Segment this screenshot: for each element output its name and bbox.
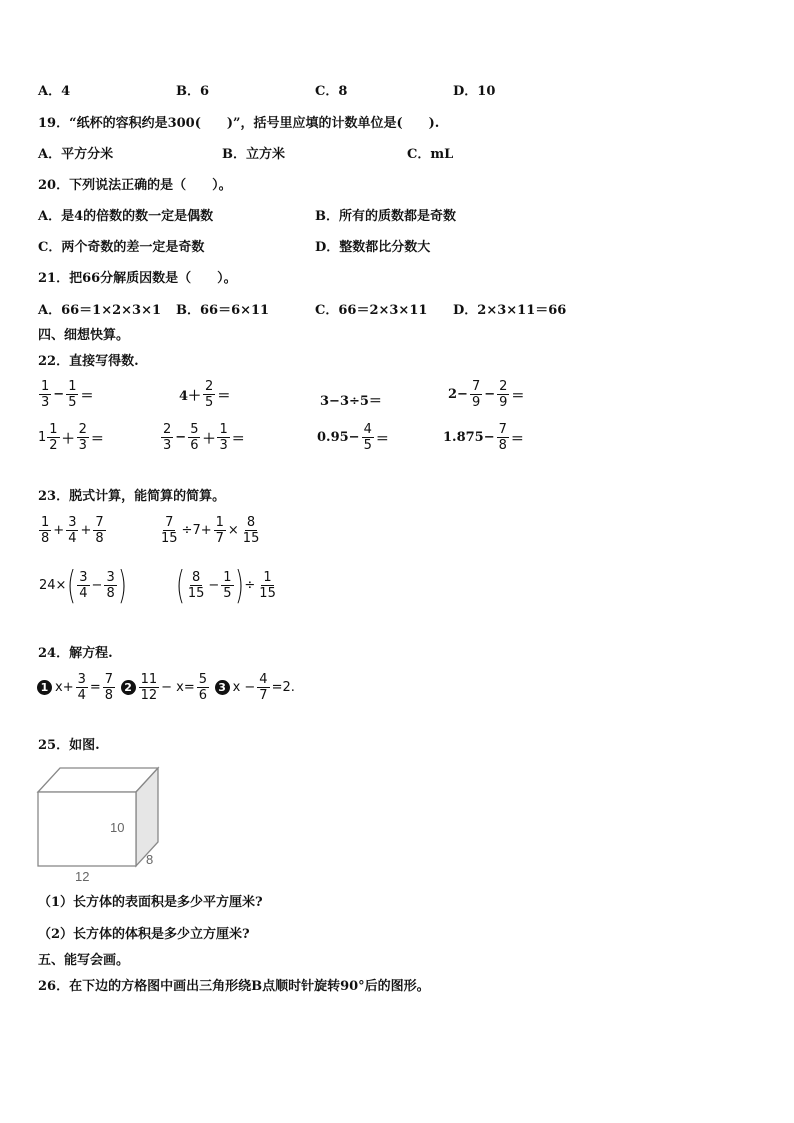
q18-option-b: B．6 — [176, 84, 210, 99]
q24-stem: 24．解方程. — [38, 646, 113, 661]
q23-e2: $\frac{7}{15}$ ÷7+ $\frac{1}{7}$ × $\frac{8}{15}$ — [161, 515, 260, 546]
fraction: $\frac{8}{15}$ — [242, 515, 260, 546]
circled-number-1: 1 — [37, 680, 52, 695]
q23-e4: ( $\frac{8}{15}$ − $\frac{1}{5}$ )÷ $\frac{1}{15}$ — [175, 563, 276, 607]
q23-e1: $\frac{1}{8}$ + $\frac{3}{4}$ + $\frac{7}{8}$ — [41, 515, 104, 546]
height-label: 10 — [110, 820, 125, 835]
q21-option-d: D．2×3×11＝66 — [453, 303, 567, 318]
fraction: $\frac{2}{5}$ — [205, 379, 214, 410]
q20-option-c: C．两个奇数的差一定是奇数 — [38, 240, 205, 255]
q25-stem: 25．如图. — [38, 738, 100, 753]
q21-stem: 21．把66分解质因数是（ ）。 — [38, 271, 237, 286]
fraction: $\frac{1}{15}$ — [259, 569, 276, 601]
fraction: $\frac{4}{7}$ — [259, 672, 268, 703]
fraction: $\frac{3}{4}$ — [68, 515, 77, 546]
q22-r2-e3: 0.95− $\frac{4}{5}$ ＝ — [317, 422, 389, 453]
fraction: $\frac{7}{8}$ — [104, 672, 114, 703]
fraction: $\frac{2}{3}$ — [163, 422, 172, 453]
q21-option-c: C．66＝2×3×11 — [315, 303, 428, 318]
fraction: $\frac{1}{7}$ — [215, 515, 224, 546]
fraction: $\frac{3}{8}$ — [106, 569, 115, 601]
q19-option-b: B．立方米 — [222, 147, 285, 162]
q20-option-d: D．整数都比分数大 — [315, 240, 431, 255]
width-label: 8 — [146, 852, 154, 867]
q19-option-a: A．平方分米 — [38, 147, 114, 162]
q22-stem: 22．直接写得数. — [38, 354, 139, 369]
q22-r1-e1: $\frac{1}{3}$ − $\frac{1}{5}$ ＝ — [41, 379, 94, 410]
q22-r1-e4: 2− $\frac{7}{9}$ − $\frac{2}{9}$ ＝ — [448, 379, 525, 410]
fraction: $\frac{4}{5}$ — [363, 422, 372, 453]
q25-sub1: （1）长方体的表面积是多少平方厘米? — [38, 895, 263, 910]
fraction: $\frac{7}{8}$ — [498, 422, 507, 453]
fraction: $\frac{3}{4}$ — [79, 569, 88, 601]
fraction: $\frac{1}{5}$ — [223, 569, 232, 601]
q25-sub2: （2）长方体的体积是多少立方厘米? — [38, 927, 250, 942]
fraction: $\frac{1}{3}$ — [41, 379, 50, 410]
q26-stem: 26．在下边的方格图中画出三角形绕B点顺时针旋转90°后的图形。 — [38, 979, 430, 994]
q20-option-a: A．是4的倍数的数一定是偶数 — [38, 209, 214, 224]
q21-option-a: A．66＝1×2×3×1 — [38, 303, 162, 318]
q19-stem: 19．“纸杯的容积约是300( )”，括号里应填的计数单位是( ). — [38, 116, 440, 131]
q20-option-b: B．所有的质数都是奇数 — [315, 209, 456, 224]
fraction: $\frac{1}{2}$ — [49, 422, 58, 453]
fraction: $\frac{1}{3}$ — [219, 422, 228, 453]
q22-r1-e3: 3−3÷5＝ — [320, 394, 382, 409]
fraction: $\frac{5}{6}$ — [190, 422, 199, 453]
section-5-heading: 五、能写会画。 — [38, 953, 130, 968]
q22-r2-e4: 1.875− $\frac{7}{8}$ ＝ — [443, 422, 524, 453]
q18-option-a: A．4 — [38, 84, 71, 99]
fraction: $\frac{5}{6}$ — [198, 672, 208, 703]
q24-equations: 1 x+ $\frac{3}{4}$ = $\frac{7}{8}$ 2 $\frac{11}{12}$ − x= $\frac{5}{6}$ 3 x − $\frac{4}{7}$ =2. — [37, 672, 296, 703]
q20-stem: 20．下列说法正确的是（ ）。 — [38, 178, 232, 193]
circled-number-3: 3 — [215, 680, 230, 695]
fraction: $\frac{8}{15}$ — [187, 569, 205, 601]
fraction: $\frac{2}{3}$ — [78, 422, 87, 453]
length-label: 12 — [75, 869, 90, 884]
fraction: $\frac{1}{8}$ — [41, 515, 50, 546]
cuboid-figure — [36, 764, 166, 886]
fraction: $\frac{7}{8}$ — [95, 515, 104, 546]
q21-option-b: B．66＝6×11 — [176, 303, 270, 318]
q22-r2-e2: $\frac{2}{3}$ − $\frac{5}{6}$ ＋ $\frac{1}{3}$ ＝ — [163, 422, 245, 453]
fraction: $\frac{2}{9}$ — [499, 379, 508, 410]
q23-stem: 23．脱式计算，能简算的简算。 — [38, 489, 226, 504]
fraction: $\frac{11}{12}$ — [140, 672, 158, 703]
q23-e3: 24×( $\frac{3}{4}$ − $\frac{3}{8}$ ) — [39, 563, 127, 607]
fraction: $\frac{3}{4}$ — [77, 672, 86, 703]
fraction: $\frac{7}{9}$ — [471, 379, 481, 410]
q18-option-c: C．8 — [315, 84, 348, 99]
q18-option-d: D．10 — [453, 84, 496, 99]
q19-option-c: C．mL — [407, 147, 454, 162]
fraction: $\frac{1}{5}$ — [68, 379, 77, 410]
section-4-heading: 四、细想快算。 — [38, 328, 130, 343]
fraction: $\frac{7}{15}$ — [161, 515, 178, 546]
q22-r2-e1: 1 $\frac{1}{2}$ ＋ $\frac{2}{3}$ ＝ — [38, 422, 104, 453]
circled-number-2: 2 — [121, 680, 136, 695]
q22-r1-e2: 4＋ $\frac{2}{5}$ ＝ — [179, 379, 231, 410]
